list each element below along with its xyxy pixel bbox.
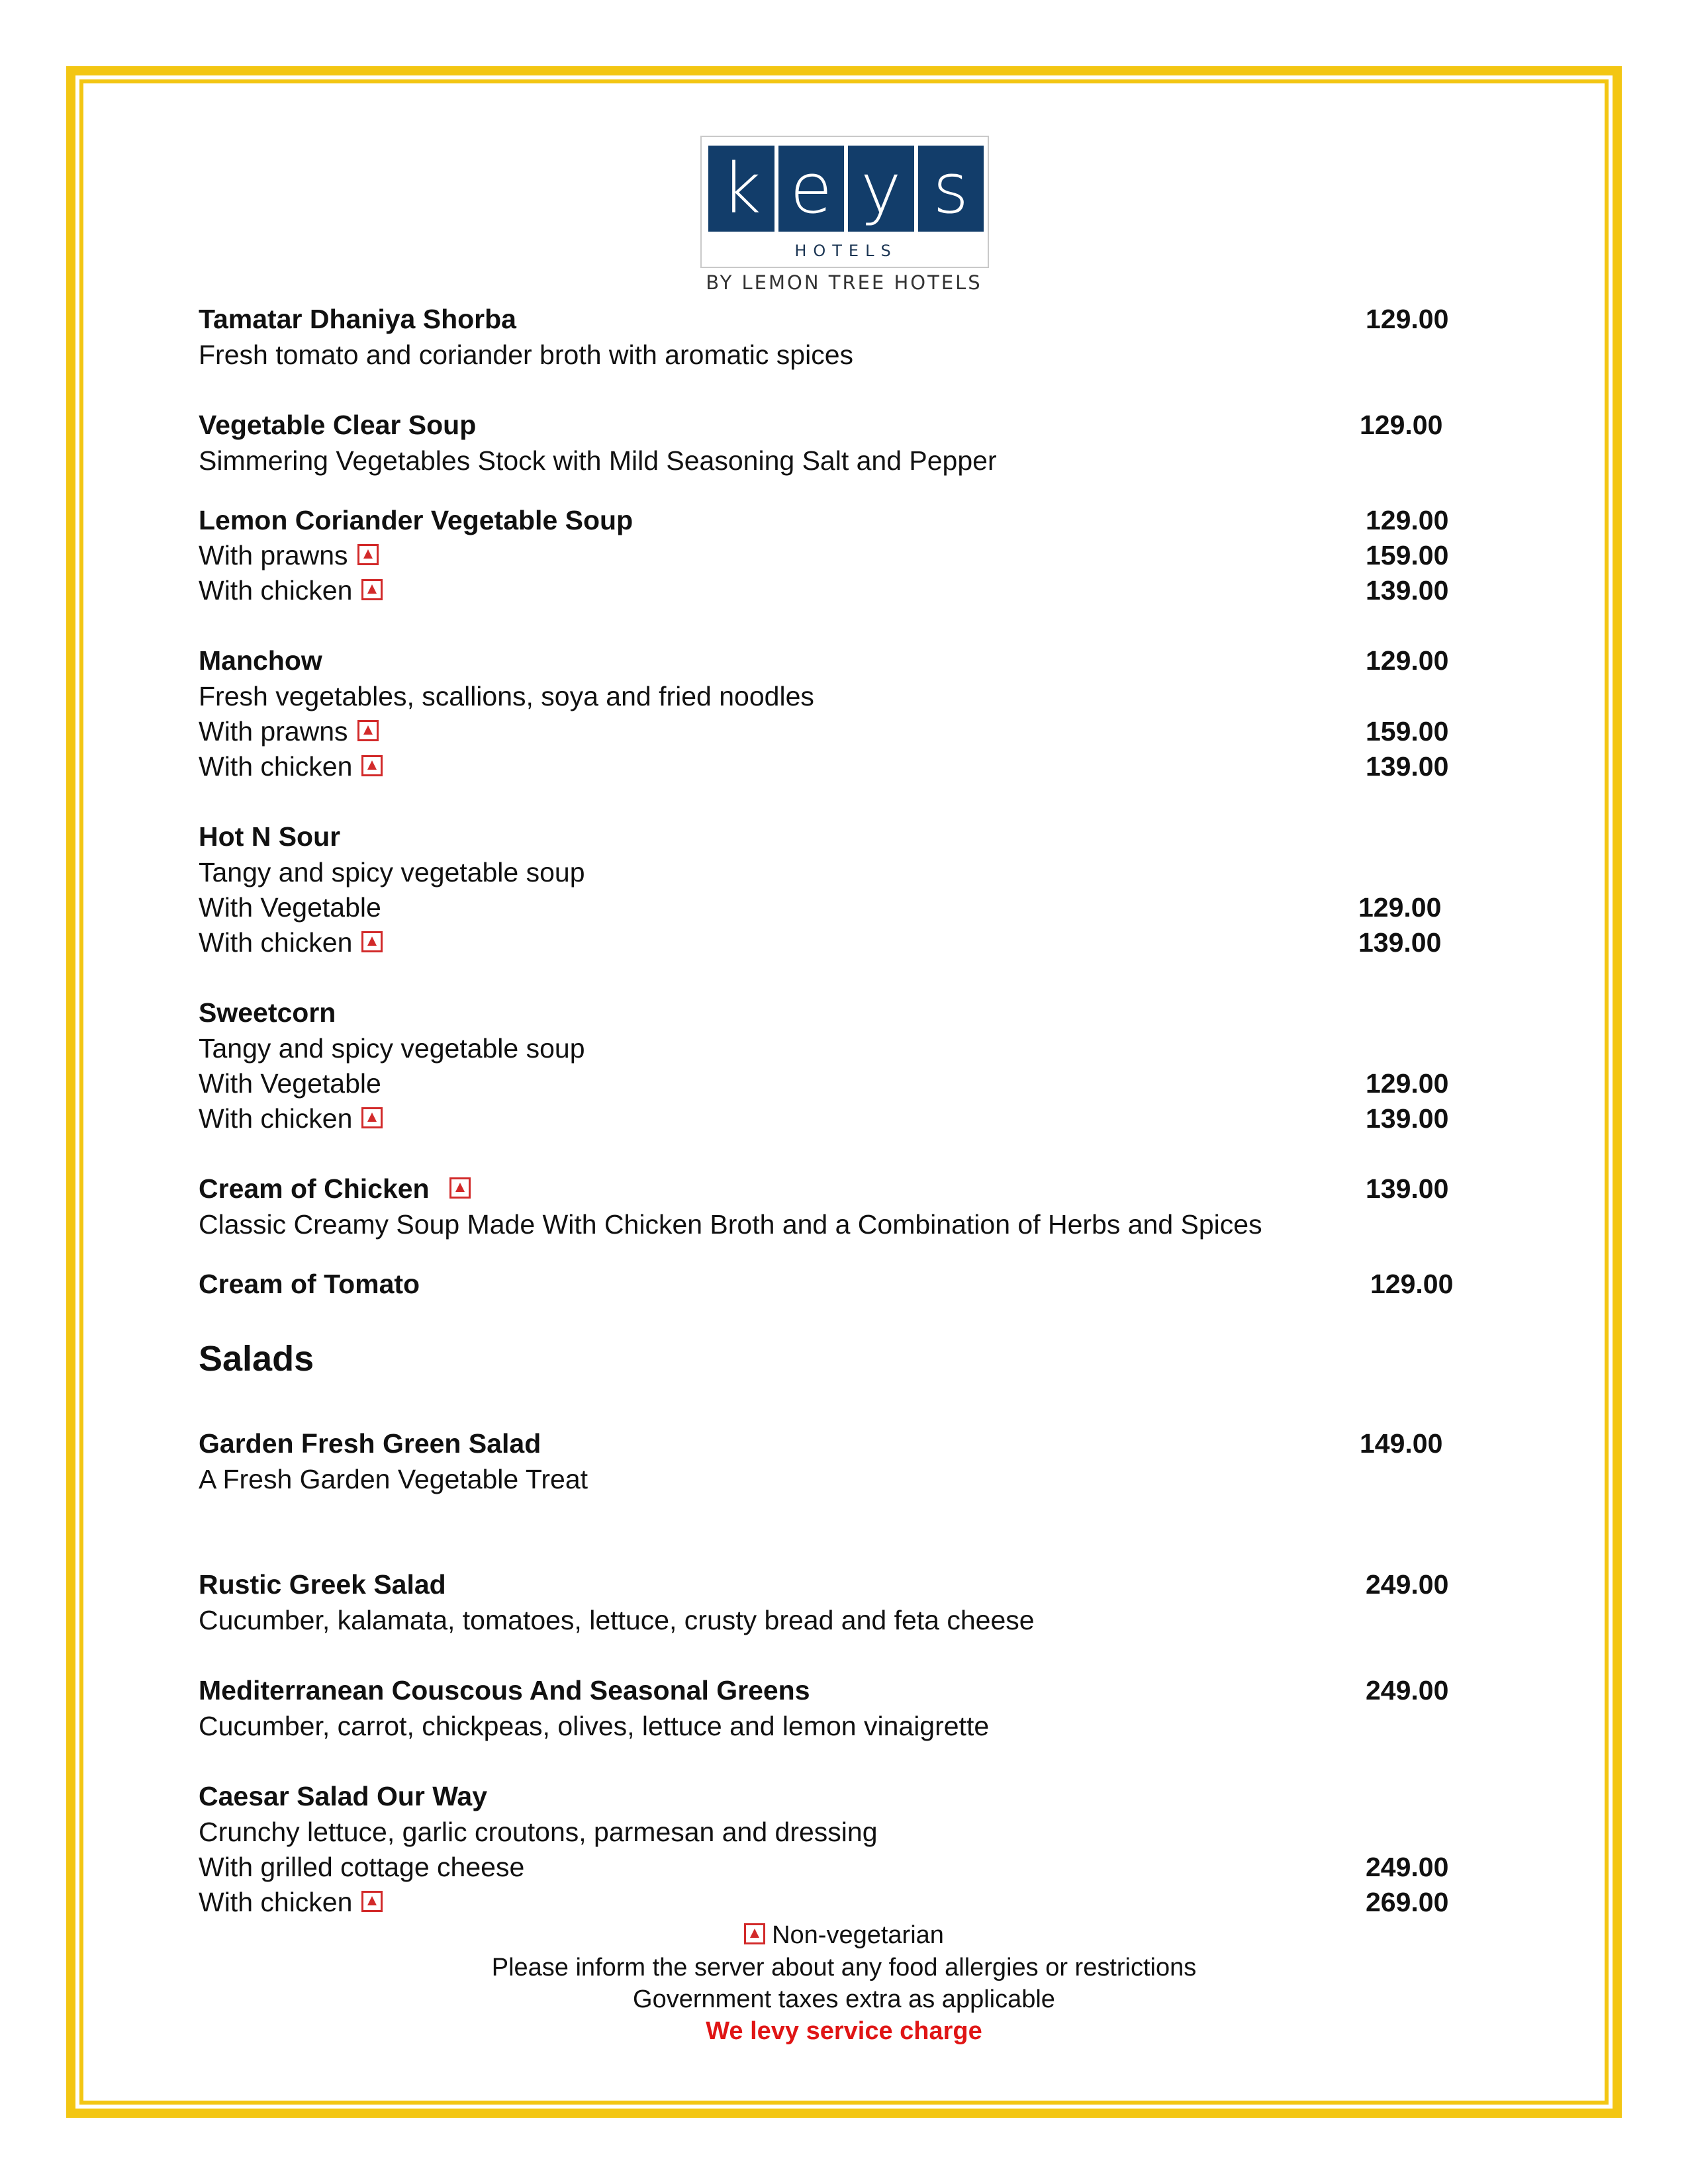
item-name: Manchow <box>199 645 322 676</box>
logo-subtitle: HOTELS <box>794 242 898 260</box>
option-label: With chicken <box>199 751 353 782</box>
item-description: Simmering Vegetables Stock with Mild Seasoning Salt and Pepper <box>199 445 997 476</box>
service-charge-note <box>0 2015 1688 2047</box>
non-veg-icon <box>357 544 379 565</box>
item-name: Vegetable Clear Soup <box>199 410 477 440</box>
item-name: Sweetcorn <box>199 997 336 1028</box>
option-label: With prawns <box>199 716 348 747</box>
non-veg-icon <box>361 579 383 600</box>
item-option <box>199 538 1456 572</box>
item-name: Tamatar Dhaniya Shorba <box>199 304 516 334</box>
logo-letter-s: s <box>918 146 984 232</box>
logo-tagline: BY LEMON TREE HOTELS <box>706 271 982 294</box>
item-description: Cucumber, kalamata, tomatoes, lettuce, crusty bread and feta cheese <box>199 1605 1035 1635</box>
option-label: With grilled cottage cheese <box>199 1852 525 1882</box>
item-price: 249.00 <box>1366 1675 1449 1706</box>
allergy-note: Please inform the server about any food allergies or restrictions <box>491 1954 1197 1981</box>
logo-letter-k: k <box>708 146 774 232</box>
item-price: 129.00 <box>1366 304 1449 334</box>
option-label: With chicken <box>199 1103 353 1134</box>
item-price: 129.00 <box>1370 1269 1454 1299</box>
option-price: 129.00 <box>1366 1068 1449 1099</box>
item-description: Tangy and spicy vegetable soup <box>199 857 585 887</box>
item-option <box>199 714 1456 749</box>
menu-item-title <box>199 1673 1456 1707</box>
logo-letters <box>708 146 984 232</box>
item-price: 129.00 <box>1366 505 1449 535</box>
non-veg-icon <box>361 1891 383 1912</box>
menu-item-title <box>199 1779 1456 1813</box>
menu-item-title <box>199 1267 1456 1301</box>
item-description: Cucumber, carrot, chickpeas, olives, lettuce and lemon vinaigrette <box>199 1711 990 1741</box>
item-option <box>199 749 1456 784</box>
option-price: 159.00 <box>1366 716 1449 747</box>
item-description: Fresh tomato and coriander broth with aromatic spices <box>199 340 854 370</box>
tax-note: Government taxes extra as applicable <box>633 1985 1055 2013</box>
option-price: 139.00 <box>1358 927 1442 958</box>
item-option <box>199 1850 1456 1884</box>
item-price: 139.00 <box>1366 1173 1449 1204</box>
keys-hotels-logo <box>700 136 989 268</box>
option-label: With prawns <box>199 540 348 570</box>
option-label: With chicken <box>199 927 353 958</box>
option-label: With chicken <box>199 1887 353 1917</box>
option-label: With Vegetable <box>199 892 381 923</box>
service-charge-text: We levy service charge <box>706 2017 982 2045</box>
non-veg-icon <box>361 755 383 776</box>
option-label: With Vegetable <box>199 1068 381 1099</box>
non-veg-icon <box>744 1923 765 1944</box>
non-veg-icon <box>449 1177 471 1199</box>
item-name: Hot N Sour <box>199 821 341 852</box>
item-description: Fresh vegetables, scallions, soya and fried noodles <box>199 681 814 711</box>
option-price: 159.00 <box>1366 540 1449 570</box>
item-option <box>199 1101 1456 1136</box>
item-price: 129.00 <box>1366 645 1449 676</box>
non-veg-icon <box>361 931 383 952</box>
option-price: 129.00 <box>1358 892 1442 923</box>
item-description: Classic Creamy Soup Made With Chicken Broth and a Combination of Herbs and Spices <box>199 1209 1262 1240</box>
non-veg-icon <box>361 1107 383 1128</box>
item-description: Tangy and spicy vegetable soup <box>199 1033 585 1064</box>
item-option <box>199 925 1456 960</box>
item-option <box>199 890 1456 925</box>
menu-item-title <box>199 1426 1456 1461</box>
menu-item-title <box>199 302 1456 336</box>
option-price: 139.00 <box>1366 751 1449 782</box>
option-label: With chicken <box>199 575 353 606</box>
menu-item-title <box>199 995 1456 1030</box>
menu-item-title <box>199 1567 1456 1602</box>
non-veg-legend <box>0 1919 1688 1951</box>
logo-letter-e: e <box>778 146 845 232</box>
item-description: A Fresh Garden Vegetable Treat <box>199 1464 588 1494</box>
item-price: 129.00 <box>1360 410 1443 440</box>
item-option <box>199 1885 1456 1919</box>
section-title-salads: Salads <box>199 1339 314 1379</box>
item-price: 149.00 <box>1360 1428 1443 1459</box>
item-option <box>199 573 1456 608</box>
menu-item-title <box>199 643 1456 678</box>
item-description: Crunchy lettuce, garlic croutons, parmesan and dressing <box>199 1817 878 1847</box>
item-name: Caesar Salad Our Way <box>199 1781 488 1811</box>
item-name: Cream of Tomato <box>199 1269 420 1299</box>
item-name: Cream of Chicken <box>199 1173 430 1204</box>
item-name: Mediterranean Couscous And Seasonal Greens <box>199 1675 810 1706</box>
menu-item-title <box>199 408 1456 442</box>
logo-letter-y: y <box>848 146 914 232</box>
menu-item-title <box>199 819 1456 854</box>
option-price: 139.00 <box>1366 575 1449 606</box>
item-name: Rustic Greek Salad <box>199 1569 446 1600</box>
item-name: Lemon Coriander Vegetable Soup <box>199 505 633 535</box>
menu-item-title <box>199 1171 1456 1206</box>
non-veg-icon <box>357 720 379 741</box>
legend-label: Non-vegetarian <box>772 1921 944 1949</box>
option-price: 269.00 <box>1366 1887 1449 1917</box>
menu-item-title <box>199 503 1456 537</box>
item-option <box>199 1066 1456 1101</box>
item-name: Garden Fresh Green Salad <box>199 1428 541 1459</box>
item-price: 249.00 <box>1366 1569 1449 1600</box>
option-price: 249.00 <box>1366 1852 1449 1882</box>
option-price: 139.00 <box>1366 1103 1449 1134</box>
